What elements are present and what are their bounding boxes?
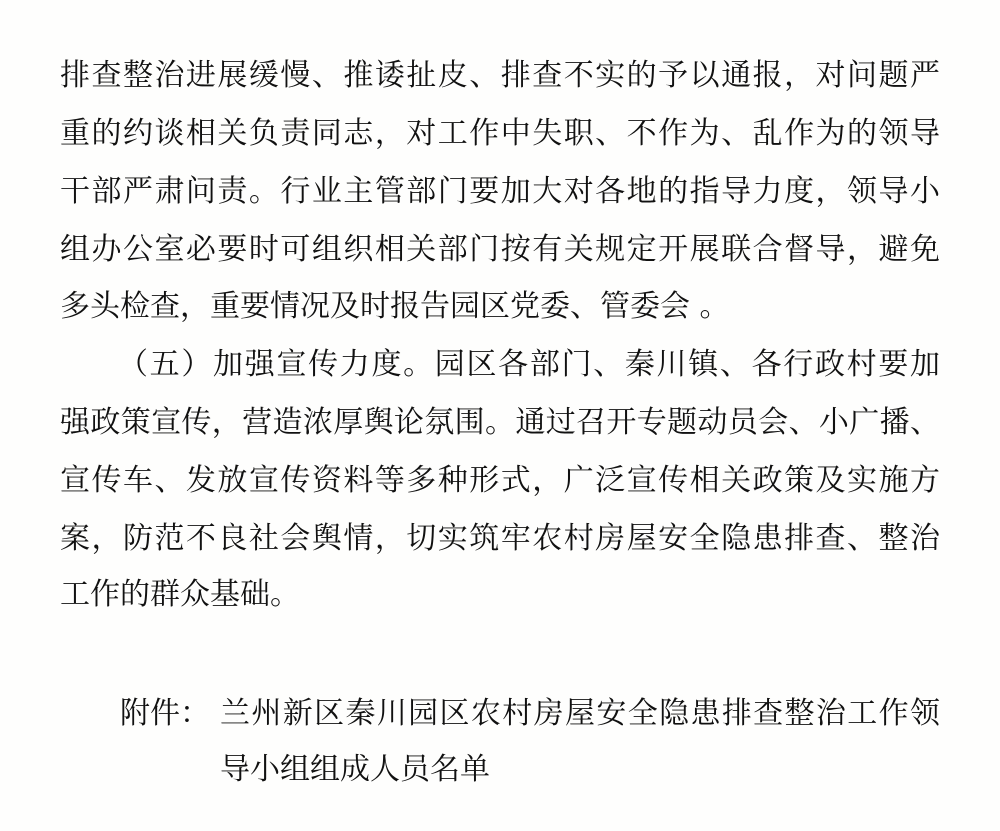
section-five-line-3: 宣传车、发放宣传资料等多种形式，广泛宣传相关政策及实施方	[60, 463, 940, 498]
attachment-label: 附件：	[120, 696, 210, 731]
section-five-heading-line: （五）加强宣传力度。园区各部门、秦川镇、各行政村要加	[118, 347, 940, 382]
paragraph-line-1: 排查整治进展缓慢、推诿扯皮、排查不实的予以通报，对问题严	[60, 58, 940, 93]
section-five-line-5: 工作的群众基础。	[60, 577, 300, 612]
paragraph-line-2: 重的约谈相关负责同志，对工作中失职、不作为、乱作为的领导	[60, 116, 940, 151]
paragraph-line-3: 干部严肃问责。行业主管部门要加大对各地的指导力度，领导小	[60, 174, 940, 209]
section-five-line-4: 案，防范不良社会舆情，切实筑牢农村房屋安全隐患排查、整治	[60, 521, 940, 556]
paragraph-line-5: 多头检查，重要情况及时报告园区党委、管委会 。	[60, 289, 730, 324]
attachment-title-line-1: 兰州新区秦川园区农村房屋安全隐患排查整治工作领	[220, 696, 940, 731]
attachment-title-line-2: 导小组组成人员名单	[220, 752, 490, 787]
paragraph-line-4: 组办公室必要时可组织相关部门按有关规定开展联合督导，避免	[60, 232, 940, 267]
section-five-line-2: 强政策宣传，营造浓厚舆论氛围。通过召开专题动员会、小广播、	[60, 405, 940, 440]
